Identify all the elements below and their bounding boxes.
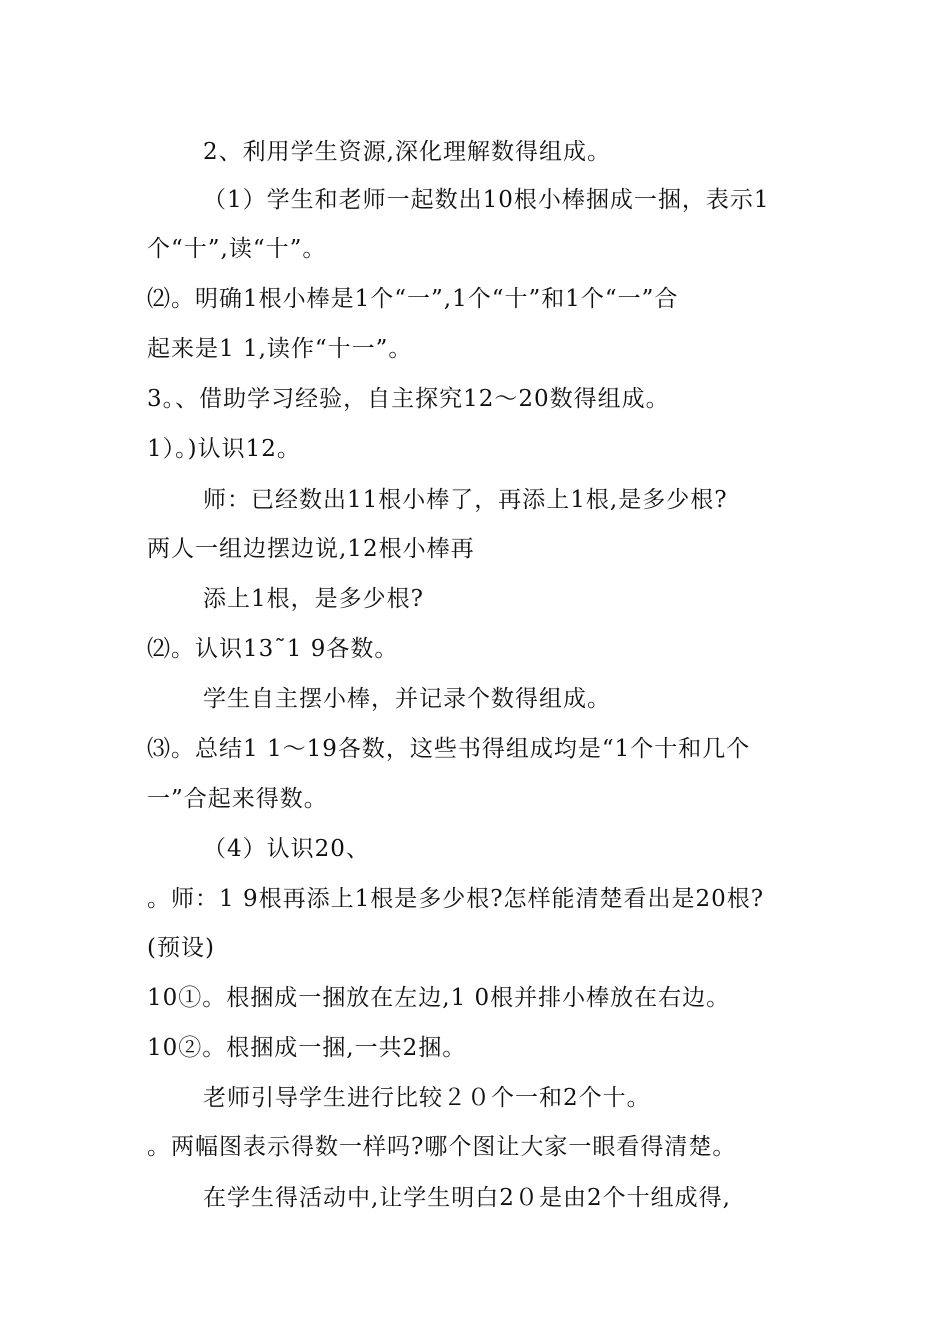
substep-3-heading-cont: 一”合起来得数。 xyxy=(147,786,328,812)
section-3-heading: 3。、借助学习经验，自主探究12～20数得组成。 xyxy=(147,386,670,412)
substep-4-heading: （4）认识20、 xyxy=(203,836,370,862)
step-1-text: （1）学生和老师一起数出10根小棒捆成一捆，表示1 xyxy=(203,187,770,213)
student-activity-text: 学生自主摆小棒，并记录个数得组成。 xyxy=(203,686,611,712)
teacher-question-2: 。师：1 9根再添上1根是多少根?怎样能清楚看出是20根? xyxy=(147,886,765,912)
step-1-text-cont: 个“十”,读“十”。 xyxy=(147,236,327,262)
pair-activity-text: 两人一组边摆边说,12根小棒再 xyxy=(147,536,475,562)
substep-2-heading: ⑵。认识13˜1 9各数。 xyxy=(147,636,399,662)
preset-option-2: 10②。根捆成一捆,一共2捆。 xyxy=(147,1035,467,1061)
substep-1-heading: 1）。)认识12。 xyxy=(147,436,301,462)
step-2-text-cont: 起来是1 1,读作“十一”。 xyxy=(147,336,413,362)
section-2-heading: 2、利用学生资源,深化理解数得组成。 xyxy=(203,139,611,165)
substep-3-heading: ⑶。总结1 1～19各数，这些书得组成均是“1个十和几个 xyxy=(147,736,751,762)
comparison-question: 。两幅图表示得数一样吗?哪个图让大家一眼看得清楚。 xyxy=(147,1134,737,1160)
pair-activity-text-cont: 添上1根，是多少根? xyxy=(203,586,424,612)
preset-label: (预设) xyxy=(147,935,215,961)
preset-option-1: 10①。根捆成一捆放在左边,1 0根并排小棒放在右边。 xyxy=(147,985,731,1011)
step-2-text: ⑵。明确1根小棒是1个“一”,1个“十”和1个“一”合 xyxy=(147,286,679,312)
teacher-question-1: 师：已经数出11根小棒了，再添上1根,是多少根? xyxy=(203,487,728,513)
teacher-guide-text: 老师引导学生进行比较２０个一和2个十。 xyxy=(203,1085,651,1111)
conclusion-text: 在学生得活动中,让学生明白2０是由2个十组成得, xyxy=(203,1185,731,1211)
